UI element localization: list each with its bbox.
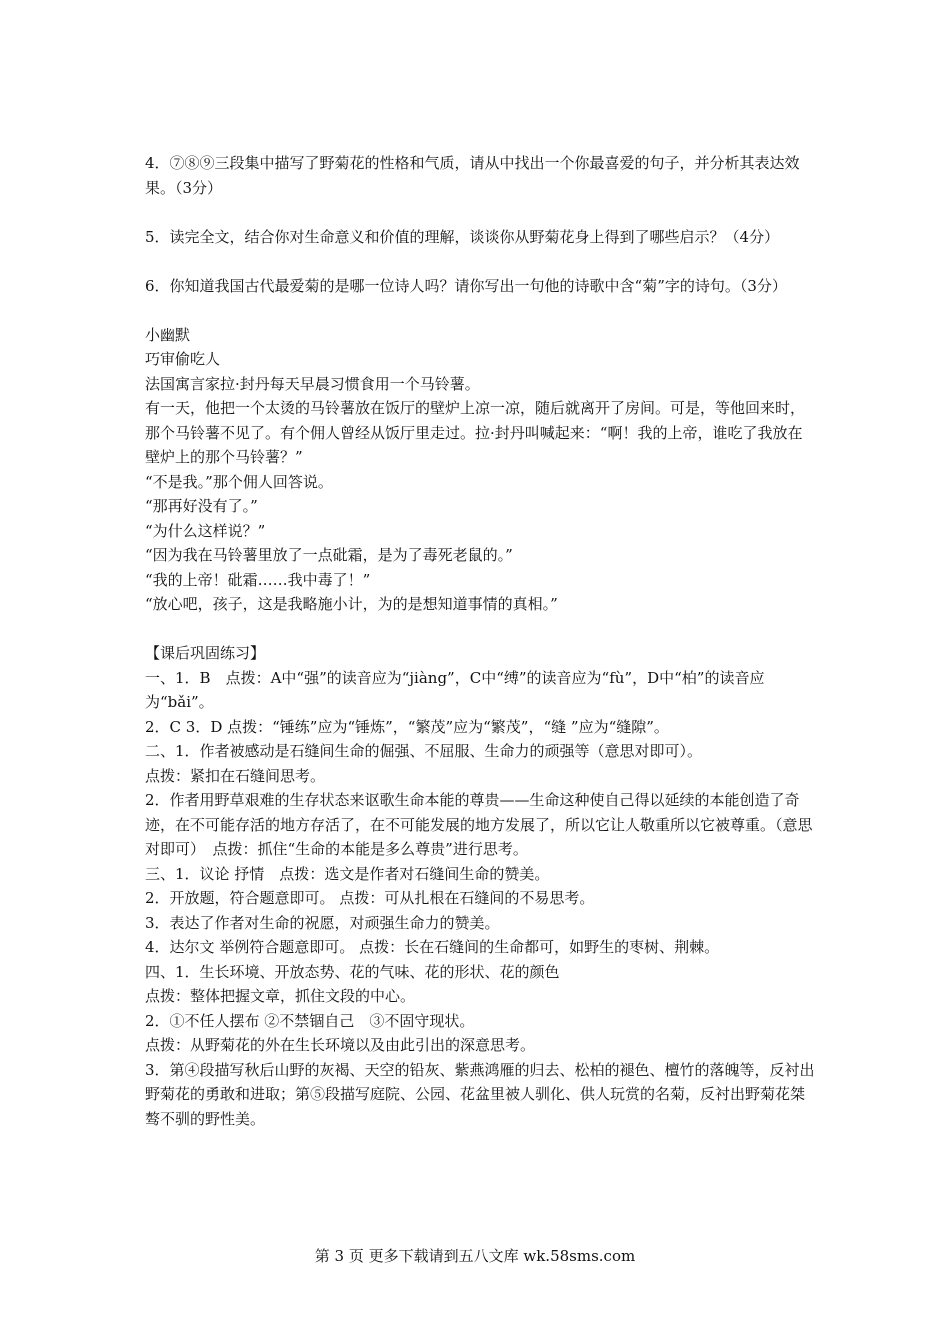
answer-line: 三、1．议论 抒情 点拨：选文是作者对石缝间生命的赞美。 xyxy=(145,864,550,883)
spacer xyxy=(145,249,815,274)
answer-line: 2．①不任人摆布 ②不禁锢自己 ③不固守现状。 xyxy=(145,1011,475,1030)
answers-heading: 【课后巩固练习】 xyxy=(145,644,266,662)
humor-paragraph: 法国寓言家拉·封丹每天早晨习惯食用一个马铃薯。 xyxy=(145,374,480,393)
humor-dialogue: “不是我。”那个佣人回答说。 xyxy=(145,472,333,491)
humor-title: 巧审偷吃人 xyxy=(145,350,221,368)
spacer xyxy=(145,617,815,642)
page-footer: 第 3 页 更多下载请到五八文库 wk.58sms.com xyxy=(314,1247,636,1265)
answer-line: 2．C 3．D 点拨：“锤练”应为“锤炼”，“繁茂”应为“繁茂”，“缝 ”应为“缝隙”。 xyxy=(145,717,669,736)
page-content xyxy=(145,151,815,1131)
answer-line: 二、1．作者被感动是石缝间生命的倔强、不屈服、生命力的顽强等（意思对即可）。 xyxy=(145,742,703,760)
spacer xyxy=(145,298,815,323)
humor-paragraph: 有一天，他把一个太烫的马铃薯放在饭厅的壁炉上凉一凉，随后就离开了房间。可是，等他回来时，那个马铃薯不见了。有个佣人曾经从饭厅里走过。拉·封丹叫喊起来：“啊！我的上帝，谁吃了我放在壁炉上的那个马铃薯？” xyxy=(145,399,806,466)
answer-line: 四、1．生长环境、开放态势、花的气味、花的形状、花的颜色 xyxy=(145,962,560,981)
spacer xyxy=(145,200,815,225)
humor-dialogue: “那再好没有了。” xyxy=(145,497,258,515)
humor-dialogue: “放心吧，孩子，这是我略施小计，为的是想知道事情的真相。” xyxy=(145,595,558,613)
answer-line: 一、1．B 点拨：A中“强”的读音应为“jiàng”，C中“缚”的读音应为“fù”，D中“柏”的读音应为“bǎi”。 xyxy=(145,668,765,711)
humor-dialogue: “因为我在马铃薯里放了一点砒霜，是为了毒死老鼠的。” xyxy=(145,546,513,564)
answer-line: 点拨：从野菊花的外在生长环境以及由此引出的深意思考。 xyxy=(145,1036,536,1054)
answer-line: 点拨：紧扣在石缝间思考。 xyxy=(145,766,326,785)
answer-line: 点拨：整体把握文章，抓住文段的中心。 xyxy=(145,987,416,1005)
humor-section-label: 小幽默 xyxy=(145,325,191,344)
question-4: 4．⑦⑧⑨三段集中描写了野菊花的性格和气质，请从中找出一个你最喜爱的句子，并分析其表达效果。（3分） xyxy=(145,154,800,197)
humor-dialogue: “为什么这样说？” xyxy=(145,521,266,540)
question-5: 5．读完全文，结合你对生命意义和价值的理解，谈谈你从野菊花身上得到了哪些启示？（4分） xyxy=(145,227,780,246)
answer-line: 2．作者用野草艰难的生存状态来讴歌生命本能的尊贵——生命这种使自己得以延续的本能创造了奇迹，在不可能存活的地方存活了，在不可能发展的地方发展了，所以它让人敬重所以它被尊重。（意思对即可） 点拨：抓住“生命的本能是多么尊贵”进行思考。 xyxy=(145,791,813,858)
answer-line: 2．开放题，符合题意即可。 点拨：可从扎根在石缝间的不易思考。 xyxy=(145,889,595,907)
answer-line: 3．表达了作者对生命的祝愿，对顽强生命力的赞美。 xyxy=(145,913,500,932)
answer-line: 4．达尔文 举例符合题意即可。 点拨：长在石缝间的生命都可，如野生的枣树、荆棘。 xyxy=(145,938,720,956)
question-6: 6．你知道我国古代最爱菊的是哪一位诗人吗？请你写出一句他的诗歌中含“菊”字的诗句。（3分） xyxy=(145,276,787,295)
humor-dialogue: “我的上帝！砒霜……我中毒了！” xyxy=(145,570,371,589)
answer-line: 3．第④段描写秋后山野的灰褐、天空的铅灰、紫燕鸿雁的归去、松柏的褪色、檀竹的落魄等，反衬出野菊花的勇敢和进取；第⑤段描写庭院、公园、花盆里被人驯化、供人玩赏的名菊，反衬出野菊花桀骜不驯的野性美。 xyxy=(145,1060,815,1128)
